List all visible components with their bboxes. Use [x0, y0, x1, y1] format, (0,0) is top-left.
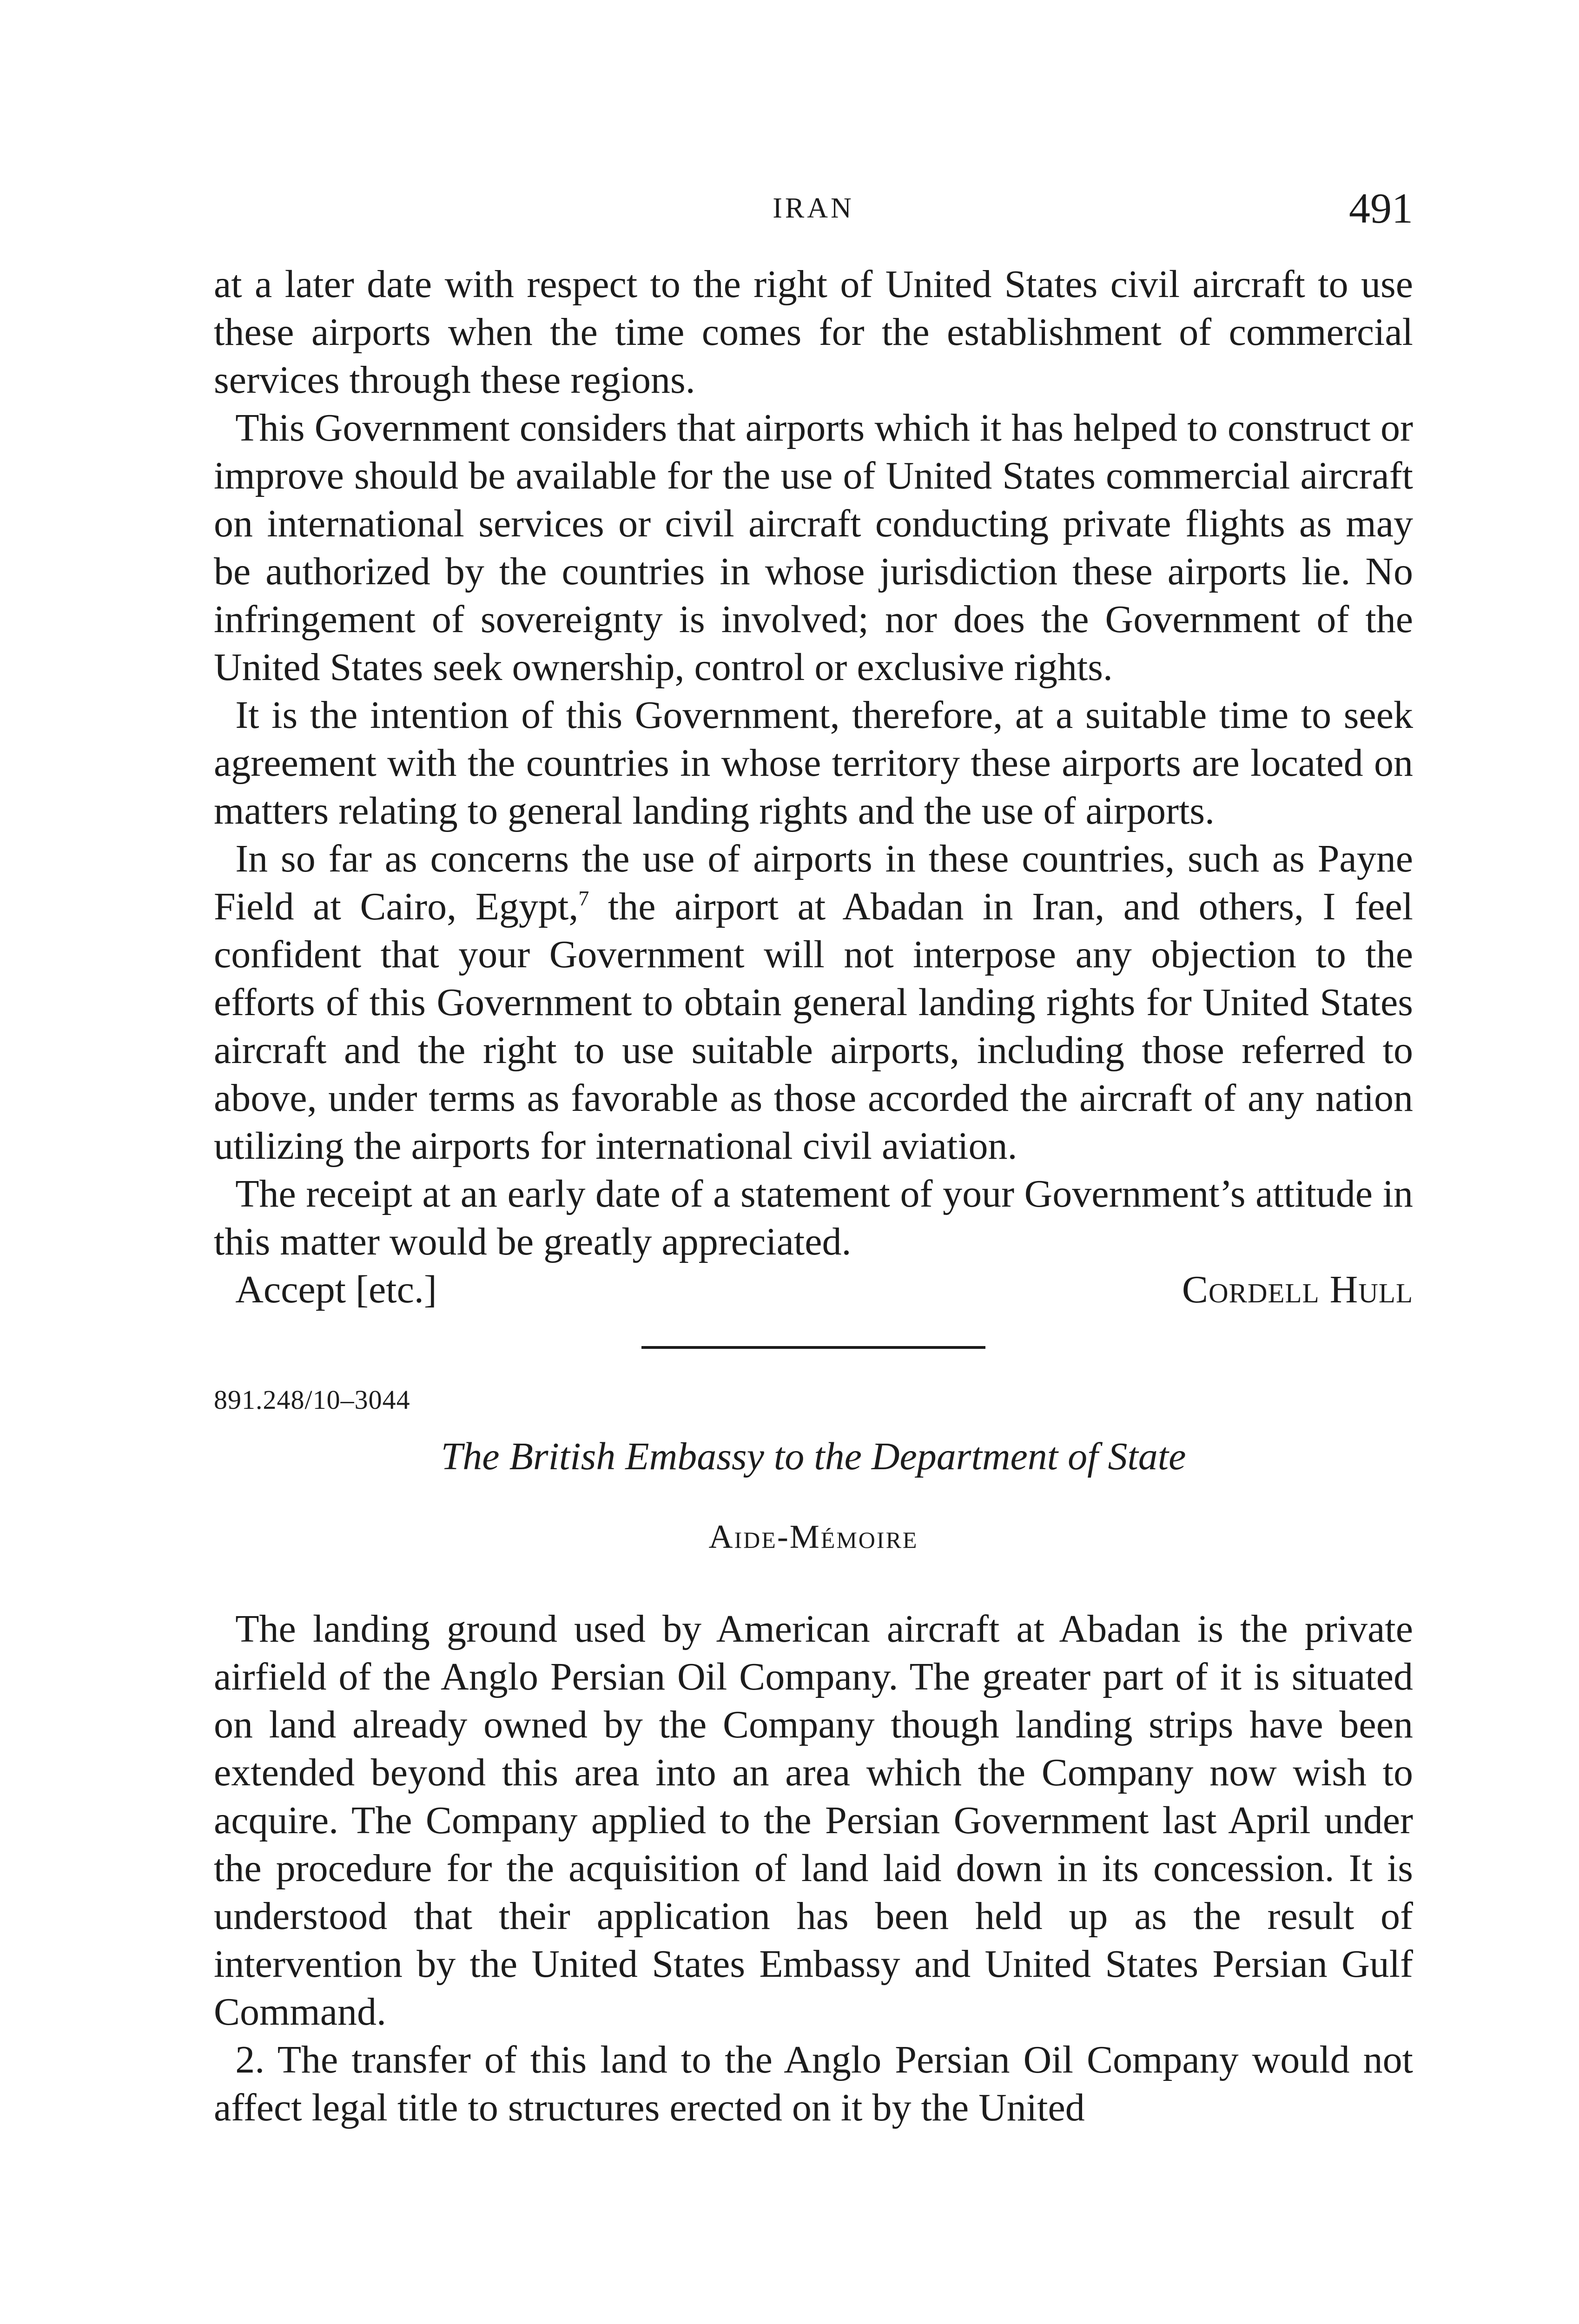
page-number: 491: [1349, 185, 1413, 232]
letter-paragraph-3: It is the intention of this Government, therefore, at a suitable time to seek agreement with the countries in whose territory these airports are located on matters relating to general landing rights and the use of airports.: [214, 693, 1413, 832]
main-text: [214, 260, 1413, 2132]
aide-memoire-paragraph-1: The landing ground used by American aircraft at Abadan is the private airfield of the Anglo Persian Oil Company. The greater part of it is situated on land already owned by the Company though landing strips have been extended beyond this area into an area which the Company now wish to acquire. The Company applied to the Persian Government last April under the procedure for the acquisition of land laid down in its concession. It is understood that their application has been held up as the result of intervention by the United States Embassy and United States Persian Gulf Command.: [214, 1607, 1413, 2034]
file-number: 891.248/10–3044: [214, 1385, 410, 1415]
letter-closing: [214, 1266, 1413, 1314]
signature: Cordell Hull: [1182, 1268, 1413, 1311]
letter-paragraph-4-part-2: the airport at Abadan in Iran, and others, I feel confident that your Government will not interpose any objection to the efforts of this Government to obtain general landing rights for United States aircraft and the right to use suitable airports, including those referred to above, under terms as favorable as those accorded the aircraft of any nation utilizing the airports for international civil aviation.: [214, 885, 1413, 1168]
document-subheading: Aide-Mémoire: [708, 1518, 918, 1555]
running-header: [214, 185, 1413, 239]
section-divider: [641, 1346, 985, 1349]
closing-formula: Accept [etc.]: [235, 1268, 437, 1311]
letter-paragraph-4: [214, 835, 1413, 1170]
letter-paragraph-4-part-1: In so far as concerns the use of airports in these countries, such as Payne Field at Cairo, Egypt,: [214, 837, 1413, 928]
letter-paragraph-continued: at a later date with respect to the right of United States civil aircraft to use these airports when the time comes for the establishment of commercial services through these regions.: [214, 263, 1413, 402]
running-title: IRAN: [773, 192, 854, 224]
letter-paragraph-2: This Government considers that airports which it has helped to construct or improve should be available for the use of United States commercial aircraft on international services or civil aircraft conducting private flights as may be authorized by the countries in whose jurisdiction these airports lie. No infringement of sovereignty is involved; nor does the Government of the United States seek ownership, control or exclusive rights.: [214, 406, 1413, 689]
footnote-reference: 7: [578, 886, 589, 910]
document-heading: The British Embassy to the Department of State: [441, 1435, 1186, 1478]
letter-paragraph-5: The receipt at an early date of a statement of your Government’s attitude in this matter would be greatly appreciated.: [214, 1172, 1413, 1263]
aide-memoire-paragraph-2: 2. The transfer of this land to the Anglo Persian Oil Company would not affect legal title to structures erected on it by the United: [214, 2038, 1413, 2129]
